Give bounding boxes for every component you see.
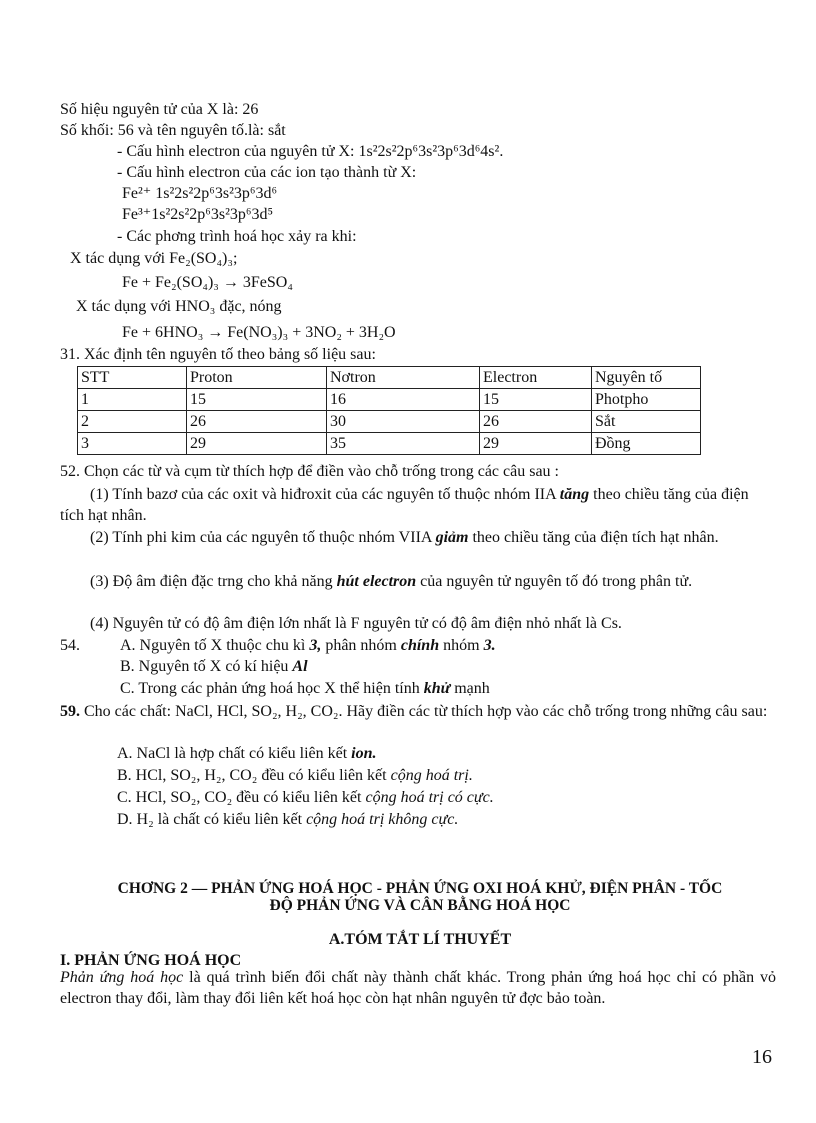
page-number: 16	[752, 1046, 772, 1068]
section-subtitle: A.TÓM TẮT LÍ THUYẾT	[328, 931, 512, 948]
table-cell: 30	[327, 411, 480, 433]
answer-item	[117, 766, 473, 786]
answer-item	[120, 636, 496, 656]
element-table	[77, 366, 701, 455]
answer-text: theo chiều tăng của điện tích hạt nhân.	[468, 529, 719, 546]
question-number: 54.	[60, 637, 80, 654]
table-cell: 26	[187, 411, 327, 433]
answer-item	[120, 679, 490, 699]
answer-item	[117, 744, 377, 764]
answer-text: D. H₂ là chất có kiểu liên kết	[117, 811, 307, 828]
answer-text: C. Trong các phản ứng hoá học X thể hiện tính	[120, 680, 424, 697]
table-cell: 1	[78, 389, 187, 411]
answer-keyword: cộng hoá trị.	[390, 767, 473, 784]
paragraph	[60, 967, 776, 1009]
answer-text: C. HCl, SO₂, CO₂ đều có kiểu liên kết	[117, 789, 366, 806]
answer-keyword: chính	[400, 637, 440, 654]
table-header-cell: Electron	[480, 367, 592, 389]
question-number: 59.	[60, 703, 80, 720]
question-title	[60, 701, 776, 722]
paragraph-text: là quá trình biến đổi chất này thành chất khác. Trong phản ứng hoá học chỉ có phần vỏ electron thay đổi, làm thay đổi liên kết hoá học còn hạt nhân nguyên tử đợc bảo toàn.	[60, 969, 776, 1007]
question-title: 52. Chọn các từ và cụm từ thích hợp để điền vào chỗ trống trong các câu sau :	[60, 463, 559, 480]
text-line: - Các phơng trình hoá học xảy ra khi:	[117, 228, 357, 245]
table-header-cell: STT	[78, 367, 187, 389]
reaction-label: X tác dụng với HNO₃ đặc, nóng	[76, 298, 282, 315]
table-cell: 29	[480, 433, 592, 455]
answer-text: theo chiều tăng của điện tích hạt nhân.	[60, 486, 749, 524]
table-header-cell: Nguyên tố	[592, 367, 701, 389]
table-cell: 29	[187, 433, 327, 455]
question-text: Cho các chất: NaCl, HCl, SO₂, H₂, CO₂. Hãy điền các từ thích hợp vào các chỗ trống trong những câu sau:	[80, 703, 768, 720]
table-cell: 16	[327, 389, 480, 411]
reaction-equation: Fe + 6HNO₃ → Fe(NO₃)₃ + 3NO₂ + 3H₂O	[122, 324, 396, 341]
table-header-cell: Proton	[187, 367, 327, 389]
answer-text: (1) Tính bazơ của các oxit và hiđroxit của các nguyên tố thuộc nhóm IIA	[90, 486, 560, 503]
answer-keyword: hút electron	[336, 573, 417, 590]
table-header-cell: Nơtron	[327, 367, 480, 389]
answer-item	[117, 788, 494, 808]
table-cell: Photpho	[592, 389, 701, 411]
section-heading: I. PHẢN ỨNG HOÁ HỌC	[60, 952, 242, 969]
text-line: Số hiệu nguyên tử của X là: 26	[60, 101, 259, 118]
table-header-row	[78, 367, 701, 389]
question-title: 31. Xác định tên nguyên tố theo bảng số liệu sau:	[60, 346, 376, 363]
answer-text: B. Nguyên tố X có kí hiệu	[120, 658, 293, 675]
table-cell: 15	[187, 389, 327, 411]
answer-keyword: khử	[423, 680, 451, 697]
text-line	[117, 142, 503, 162]
answer-keyword: cộng hoá trị có cực.	[365, 789, 494, 806]
answer-text: (2) Tính phi kim của các nguyên tố thuộc nhóm VIIA	[90, 529, 436, 546]
cfg-x-formula: 1s²2s²2p⁶3s²3p⁶3d⁶4s².	[358, 143, 504, 160]
answer-item	[60, 571, 776, 592]
reaction-equation: Fe + Fe₂(SO₄)₃ → 3FeSO₄	[122, 274, 293, 291]
answer-text: của nguyên tử nguyên tố đó trong phân tử.	[416, 573, 693, 590]
answer-item: (4) Nguyên tử có độ âm điện lớn nhất là F nguyên tử có độ âm điện nhỏ nhất là Cs.	[90, 615, 622, 632]
answer-item	[60, 527, 776, 548]
cfg-x-label: - Cấu hình electron của nguyên tử X:	[117, 143, 359, 160]
table-cell: 2	[78, 411, 187, 433]
answer-text: A. Nguyên tố X thuộc chu kì	[120, 637, 310, 654]
chapter-title-line2: ĐỘ PHẢN ỨNG VÀ CÂN BẰNG HOÁ HỌC	[269, 897, 571, 914]
table-row	[78, 411, 701, 433]
fe3-config: Fe³⁺1s²2s²2p⁶3s²3p⁶3d⁵	[122, 206, 274, 223]
answer-keyword: Al	[292, 658, 308, 675]
answer-text: phân nhóm	[321, 637, 401, 654]
table-cell: 26	[480, 411, 592, 433]
fe2-config: Fe²⁺ 1s²2s²2p⁶3s²3p⁶3d⁶	[122, 185, 278, 202]
table-cell: Sắt	[592, 411, 701, 433]
answer-text: mạnh	[450, 680, 490, 697]
table-cell: 15	[480, 389, 592, 411]
table-cell: 35	[327, 433, 480, 455]
answer-keyword: tăng	[559, 486, 590, 503]
answer-item	[60, 484, 776, 526]
answer-keyword: cộng hoá trị không cực.	[306, 811, 459, 828]
paragraph-term: Phản ứng hoá học	[60, 969, 184, 986]
text-line: Số khối: 56 và tên nguyên tố.là: sắt	[60, 122, 286, 139]
table-row	[78, 389, 701, 411]
answer-keyword: ion.	[351, 745, 377, 762]
chapter-title-line1: CHƠNG 2 — PHẢN ỨNG HOÁ HỌC - PHẢN ỨNG OXI HOÁ KHỬ, ĐIỆN PHÂN - TỐC	[117, 880, 723, 897]
text-line: - Cấu hình electron của các ion tạo thành từ X:	[117, 164, 417, 181]
answer-keyword: giảm	[435, 529, 469, 546]
answer-keyword: 3,	[309, 637, 322, 654]
answer-keyword: 3.	[483, 637, 496, 654]
answer-text: nhóm	[439, 637, 484, 654]
answer-text: A. NaCl là hợp chất có kiểu liên kết	[117, 745, 352, 762]
answer-text: B. HCl, SO₂, H₂, CO₂ đều có kiểu liên kết	[117, 767, 391, 784]
table-row	[78, 433, 701, 455]
reaction-label: X tác dụng với Fe₂(SO₄)₃;	[70, 250, 238, 267]
table-cell: 3	[78, 433, 187, 455]
answer-text: (3) Độ âm điện đặc trng cho khả năng	[90, 573, 337, 590]
answer-item	[120, 657, 308, 677]
table-cell: Đồng	[592, 433, 701, 455]
answer-item	[117, 810, 458, 830]
